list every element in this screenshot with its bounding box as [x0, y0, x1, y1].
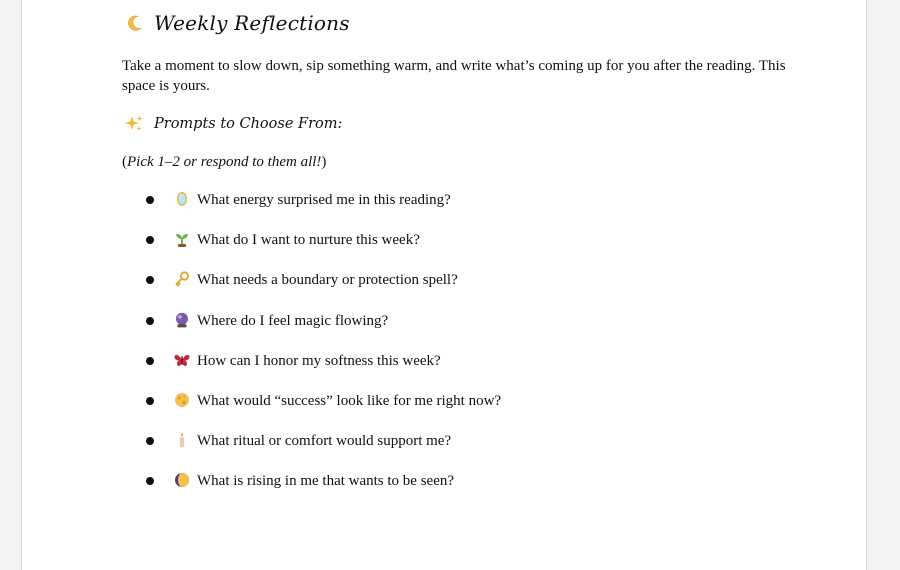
seedling-icon [173, 230, 191, 248]
list-item [146, 190, 501, 230]
page-title: Weekly Reflections [154, 11, 350, 35]
bullet [146, 196, 154, 204]
prompt-list [146, 190, 501, 512]
list-item [146, 391, 501, 431]
prompt-text: What needs a boundary or protection spell? [197, 272, 458, 289]
document-page [21, 0, 867, 570]
list-item [146, 230, 501, 270]
prompts-heading-label: Prompts to Choose From: [154, 116, 343, 132]
bullet [146, 317, 154, 325]
prompt-text: What energy surprised me in this reading? [197, 192, 451, 208]
note-close-paren: ) [321, 154, 327, 170]
prompt-text: How can I honor my softness this week? [197, 352, 441, 369]
list-item [146, 471, 501, 511]
crystal-ball-icon [173, 311, 191, 329]
prompt-text: What ritual or comfort would support me? [197, 433, 452, 450]
prompts-note [122, 154, 326, 171]
list-item [146, 270, 501, 310]
list-item [146, 351, 501, 391]
list-item [146, 431, 501, 471]
waxing-moon-icon [173, 471, 191, 489]
note-text: Pick 1–2 or respond to them all! [127, 154, 322, 170]
bullet [146, 357, 154, 365]
mirror-icon [173, 190, 191, 208]
prompt-text: What do I want to nurture this week? [197, 232, 420, 249]
document-heading [124, 8, 350, 38]
butterfly-icon [173, 351, 191, 369]
prompt-text: What would “success” look like for me right now? [197, 392, 502, 409]
candle-icon [173, 431, 191, 449]
prompt-text: Where do I feel magic flowing? [197, 312, 389, 329]
note-open-paren: ( [122, 154, 127, 170]
bullet [146, 276, 154, 284]
bullet [146, 236, 154, 244]
sparkles-icon [124, 114, 144, 134]
crescent-moon-icon [124, 13, 144, 33]
list-item [146, 311, 501, 351]
bullet [146, 397, 154, 405]
intro-paragraph: Take a moment to slow down, sip something warm, and write what’s coming up for you after the reading. This space is yours. [122, 58, 786, 94]
key-icon [173, 270, 191, 288]
prompt-text: What is rising in me that wants to be seen? [197, 473, 455, 490]
full-moon-icon [173, 391, 191, 409]
bullet [146, 477, 154, 485]
prompts-heading [124, 112, 342, 136]
bullet [146, 437, 154, 445]
